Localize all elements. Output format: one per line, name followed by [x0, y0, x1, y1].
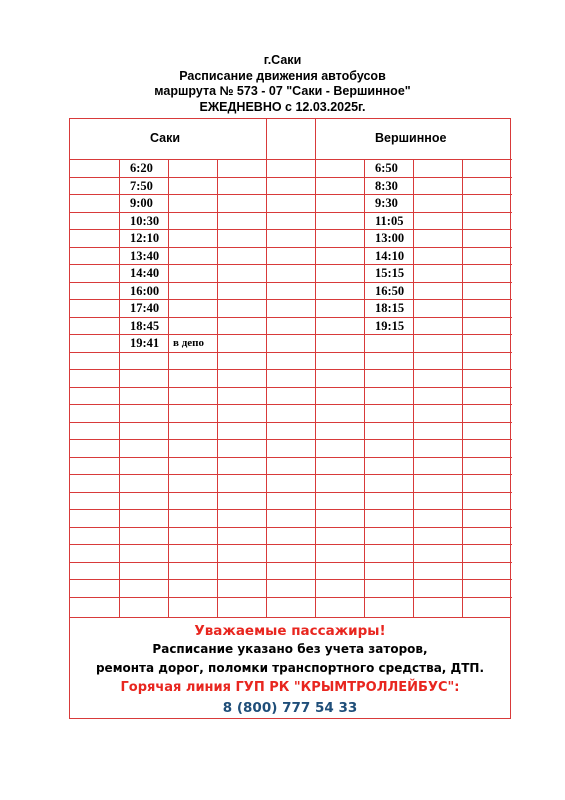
grid-column-line [462, 159, 463, 617]
departure-time-saki: 13:40 [130, 248, 160, 263]
depot-note: в депо [173, 337, 204, 349]
departure-time-saki: 14:40 [130, 266, 160, 280]
grid-row-line [70, 527, 512, 528]
departure-time-saki: 7:50 [130, 178, 153, 193]
grid-row-line [70, 439, 512, 440]
notice-line-2: ремонта дорог, поломки транспортного средства, ДТП. [95, 661, 485, 675]
grid-row-line [70, 457, 512, 458]
grid-row-line [70, 369, 512, 370]
grid-column-line [413, 159, 414, 617]
schedule-title: Расписание движения автобусов [179, 68, 386, 83]
schedule-header [0, 53, 565, 115]
departure-time-saki: 19:41 [130, 336, 160, 350]
schedule-validity: ЕЖЕДНЕВНО с 12.03.2025г. [199, 99, 366, 114]
grid-row-line [70, 387, 512, 388]
timetable-grid [69, 118, 511, 618]
grid-column-line [217, 159, 218, 617]
grid-column-line [168, 159, 169, 617]
grid-row-line [70, 544, 512, 545]
departure-time-vershinnoe: 13:00 [375, 231, 405, 245]
grid-column-line [364, 159, 365, 617]
departure-time-saki: 18:45 [130, 318, 160, 333]
departure-time-vershinnoe: 11:05 [375, 213, 404, 228]
departure-time-vershinnoe: 6:50 [375, 161, 398, 175]
grid-row-line [70, 562, 512, 563]
grid-row-line [70, 579, 512, 580]
grid-column-line [119, 159, 120, 617]
notice-greeting: Уважаемые пассажиры! [194, 623, 386, 639]
departure-time-saki: 12:10 [130, 231, 160, 245]
city-title: г.Саки [263, 53, 302, 67]
departure-time-vershinnoe: 8:30 [375, 178, 398, 193]
hotline-phone: 8 (800) 777 54 33 [222, 700, 358, 716]
route-title: маршрута № 573 - 07 "Саки - Вершинное" [154, 84, 411, 98]
departure-time-saki: 9:00 [130, 196, 153, 210]
departure-time-saki: 10:30 [130, 213, 160, 228]
departure-time-saki: 16:00 [130, 283, 160, 298]
direction-vershinnoe-label: Вершинное [375, 131, 447, 145]
departure-time-saki: 6:20 [130, 161, 153, 175]
passenger-notice [69, 617, 511, 719]
grid-row-line [70, 492, 512, 493]
grid-row-line [70, 352, 512, 353]
departure-time-vershinnoe: 19:15 [375, 318, 405, 333]
grid-row-line [70, 422, 512, 423]
hotline-label: Горячая линия ГУП РК "КРЫМТРОЛЛЕЙБУС": [120, 680, 460, 695]
grid-row-line [70, 404, 512, 405]
departure-time-vershinnoe: 16:50 [375, 283, 405, 298]
departure-time-vershinnoe: 15:15 [375, 266, 405, 280]
departure-time-vershinnoe: 18:15 [375, 301, 405, 315]
grid-row-line [70, 474, 512, 475]
grid-row-line [70, 597, 512, 598]
departure-time-vershinnoe: 9:30 [375, 196, 398, 210]
grid-row-line [70, 509, 512, 510]
departure-time-vershinnoe: 14:10 [375, 248, 405, 263]
departure-time-saki: 17:40 [130, 301, 160, 315]
direction-saki-label: Саки [150, 131, 181, 145]
notice-line-1: Расписание указано без учета заторов, [152, 642, 428, 656]
